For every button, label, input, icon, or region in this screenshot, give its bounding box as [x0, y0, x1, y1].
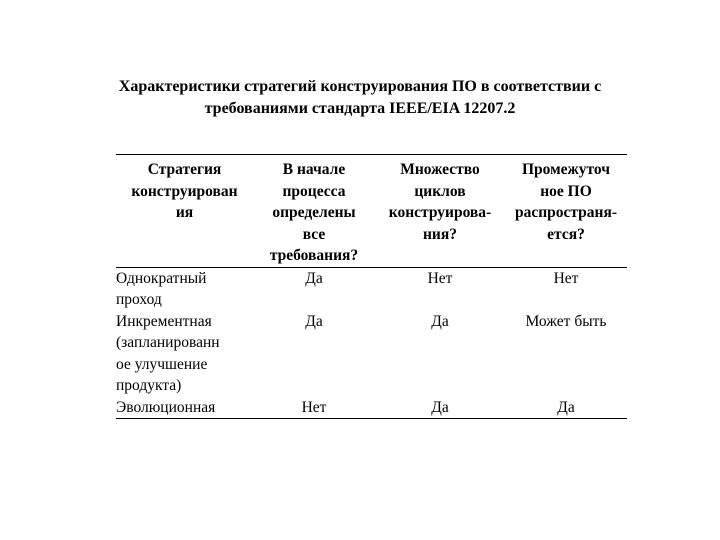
header-requirements-defined: В начале процесса определены все требования?: [269, 161, 359, 264]
header-interim-software: Промежуточ ное ПО распространя- ется?: [514, 161, 618, 243]
title-line-2: требованиями стандарта IEEE/EIA 12207.2: [204, 100, 516, 117]
cell-multiple-cycles: Да: [431, 398, 449, 416]
cell-multiple-cycles: Нет: [427, 269, 453, 287]
strategies-table: [116, 154, 627, 419]
header-strategy: Стратегия конструирован ия: [131, 161, 238, 221]
table-row: [116, 397, 627, 419]
cell-requirements-defined: Да: [305, 269, 323, 287]
strategy-name: Инкрементная (запланированн ое улучшение продукта): [116, 312, 220, 394]
header-multiple-cycles: Множество циклов конструирова- ния?: [388, 161, 492, 243]
table-header-row: [116, 155, 627, 268]
strategy-name: Эволюционная: [116, 398, 216, 416]
table-row: [116, 311, 627, 397]
title-line-1: Характеристики стратегий конструирования ПО в соответствии с: [118, 78, 602, 95]
cell-requirements-defined: Нет: [301, 398, 327, 416]
table-row: [116, 267, 627, 311]
cell-requirements-defined: Да: [305, 312, 323, 330]
cell-interim-software: Да: [557, 398, 575, 416]
cell-interim-software: Нет: [553, 269, 579, 287]
cell-interim-software: Может быть: [525, 312, 607, 330]
strategy-name: Однократный проход: [116, 269, 207, 308]
cell-multiple-cycles: Да: [431, 312, 449, 330]
document-title: [60, 76, 660, 120]
